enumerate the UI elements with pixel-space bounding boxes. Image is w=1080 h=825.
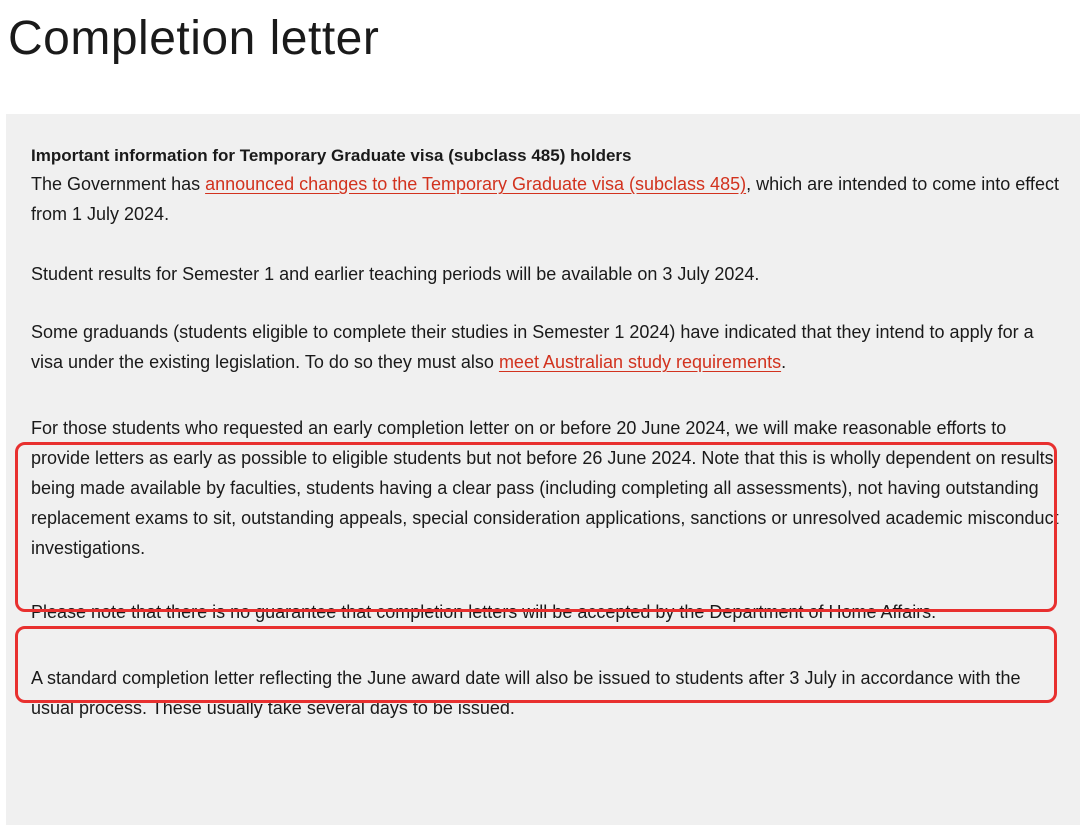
paragraph-graduands-text-before: Some graduands (students eligible to complete their studies in Semester 1 2024) have indicated that they intend to apply for a visa under the existing legislation. To do so they must also (31, 322, 1034, 372)
page-title: Completion letter (8, 12, 380, 65)
paragraph-announcement (31, 169, 1061, 229)
paragraph-no-guarantee: Please note that there is no guarantee that completion letters will be accepted by the Department of Home Affairs. (31, 602, 937, 622)
notice-heading: Important information for Temporary Graduate visa (subclass 485) holders (31, 146, 632, 165)
paragraph-standard-letter: A standard completion letter reflecting the June award date will also be issued to students after 3 July in accordance with the usual process. These usually take several days to be issued. (31, 668, 1021, 718)
paragraph-results: Student results for Semester 1 and earlier teaching periods will be available on 3 July 2024. (31, 264, 760, 284)
paragraph-early-completion: For those students who requested an early completion letter on or before 20 June 2024, we will make reasonable efforts to provide letters as early as possible to eligible students but not before 26 June 2024. Note that this is wholly dependent on results being made available by faculties, students having a clear pass (including completing all assessments), not having outstanding replacement exams to sit, outstanding appeals, special consideration applications, sanctions or unresolved academic misconduct investigations. (31, 418, 1059, 558)
paragraph-graduands-text-after: . (781, 352, 787, 372)
notice-box (6, 114, 1080, 825)
paragraph-announcement-text-before: The Government has (31, 174, 206, 194)
paragraph-graduands (31, 317, 1061, 377)
notice-content (31, 143, 1061, 723)
announced-changes-link[interactable]: announced changes to the Temporary Graduate visa (subclass 485) (205, 174, 747, 194)
paragraph-announcement-text-after: , which are intended to come into effect from 1 July 2024. (31, 174, 1059, 224)
study-requirements-link[interactable]: meet Australian study requirements (498, 352, 782, 372)
